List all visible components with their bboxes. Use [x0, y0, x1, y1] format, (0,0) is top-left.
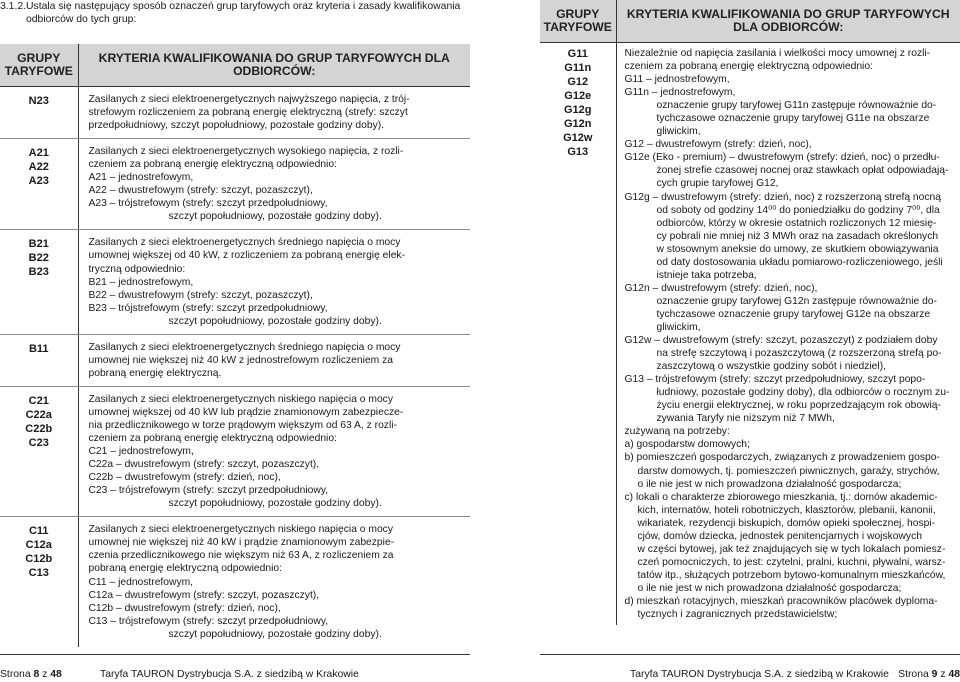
table-row: [540, 43, 960, 626]
criteria-line: istnieje taka potrzeba,: [625, 269, 960, 282]
criteria-line: A23 – trójstrefowym (strefy: szczyt przedpołudniowy,: [89, 197, 463, 210]
criteria-line: na strefę szczytową i pozaszczytową (z rozszerzoną strefą po-: [625, 347, 960, 360]
criteria-line: cjów, domów dziecka, jednostek penitencjarnych i wojskowych: [625, 530, 960, 543]
criteria-line: tryczną odpowiednio:: [89, 263, 463, 276]
table-header: [540, 0, 960, 43]
criteria-line: szczyt popołudniowy, pozostałe godziny doby).: [89, 628, 463, 641]
criteria-line: G11 – jednostrefowym,: [625, 73, 960, 86]
criteria-line: C12b – dwustrefowym (strefy: dzień, noc),: [89, 602, 463, 615]
tariff-group-code: G11n: [540, 61, 616, 75]
criteria-line: B23 – trójstrefowym (strefy: szczyt przedpołudniowy,: [89, 302, 463, 315]
criteria-line: szczyt popołudniowy, pozostałe godziny doby).: [89, 210, 463, 223]
criteria-line: umownej większej od 40 kW, z rozliczeniem za pobraną energię elek-: [89, 249, 463, 262]
criteria-line: G12 – dwustrefowym (strefy: dzień, noc),: [625, 138, 960, 151]
criteria-line: szczyt popołudniowy, pozostałe godziny doby).: [89, 315, 463, 328]
section-number: 3.1.2.: [0, 0, 26, 13]
criteria-line: tychczasowe oznaczenie grupy taryfowej G12e na obszarze: [625, 308, 960, 321]
criteria-line: C23 – trójstrefowym (strefy: szczyt przedpołudniowy,: [89, 484, 463, 497]
header-groups: GRUPY TARYFOWE: [540, 0, 616, 43]
criteria-line: życiu energii elektrycznej, w roku poprzedzającym rok obowią-: [625, 399, 960, 412]
tariff-group-code: G12: [540, 75, 616, 89]
criteria-line: Zasilanych z sieci elektroenergetycznych niskiego napięcia o mocy: [89, 393, 463, 406]
group-cell: [0, 386, 78, 516]
tariff-group-code: G13: [540, 145, 616, 159]
criteria-line: C22b – dwustrefowym (strefy: dzień, noc),: [89, 471, 463, 484]
tariff-table-right: [540, 0, 960, 625]
criteria-line: d) mieszkań rotacyjnych, mieszkań pracowników placówek dyploma-: [625, 595, 960, 608]
criteria-line: czeń pomocniczych, to jest: czytelni, pralni, kuchni, pływalni, warsz-: [625, 556, 960, 569]
page-number-left: Strona 8 z 48: [0, 668, 62, 682]
criteria-line: tychczasowe oznaczenie grupy taryfowej G11e na obszarze: [625, 112, 960, 125]
header-criteria: KRYTERIA KWALIFIKOWANIA DO GRUP TARYFOWYCH DLA ODBIORCÓW:: [78, 44, 470, 87]
group-cell: [0, 334, 78, 386]
criteria-line: zużywaną na potrzeby:: [625, 425, 960, 438]
criteria-line: C21 – jednostrefowym,: [89, 445, 463, 458]
group-cell: [0, 517, 78, 647]
criteria-cell: [78, 139, 470, 230]
criteria-line: czeniem za pobraną energię elektryczną odpowiednio:: [89, 158, 463, 171]
criteria-line: c) lokali o charakterze zbiorowego mieszkania, tj.: domów akademic-: [625, 491, 960, 504]
criteria-line: G13 – trójstrefowym (strefy: szczyt przedpołudniowy, szczyt popo-: [625, 373, 960, 386]
criteria-line: czeniem za pobraną energię elektryczną odpowiednio:: [625, 60, 960, 73]
tariff-table-left: [0, 44, 470, 647]
tariff-group-code: G12g: [540, 103, 616, 117]
tariff-group-code: C23: [0, 436, 78, 450]
right-page: [480, 0, 960, 680]
criteria-line: o ile nie jest w nich prowadzona działalność gospodarcza;: [625, 582, 960, 595]
table-row: [0, 230, 470, 334]
criteria-cell: [78, 517, 470, 647]
tariff-group-code: B11: [0, 342, 78, 356]
tariff-group-code: C13: [0, 566, 78, 580]
tariff-group-code: A21: [0, 146, 78, 160]
criteria-line: kich, internatów, hoteli robotniczych, klasztorów, plebanii, kanonii,: [625, 504, 960, 517]
criteria-line: B22 – dwustrefowym (strefy: szczyt, pozaszczyt),: [89, 289, 463, 302]
criteria-line: oznaczenie grupy taryfowej G12n zastępuje równoważnie do-: [625, 295, 960, 308]
group-cell: [540, 43, 616, 626]
footer-company-right: Taryfa TAURON Dystrybucja S.A. z siedzibą w Krakowie: [630, 668, 889, 682]
criteria-line: Zasilanych z sieci elektroenergetycznych średniego napięcia o mocy: [89, 236, 463, 249]
criteria-line: b) pomieszczeń gospodarczych, związanych z prowadzeniem gospo-: [625, 451, 960, 464]
criteria-cell: [616, 43, 960, 626]
criteria-line: pobraną energię elektryczną.: [89, 367, 463, 380]
tariff-group-code: B22: [0, 251, 78, 265]
criteria-line: gliwickim,: [625, 321, 960, 334]
footer-company-left: Taryfa TAURON Dystrybucja S.A. z siedzibą w Krakowie: [100, 668, 359, 682]
criteria-line: Zasilanych z sieci elektroenergetycznych niskiego napięcia o mocy: [89, 523, 463, 536]
criteria-line: od soboty od godziny 14⁰⁰ do poniedziałku do godziny 7⁰⁰, dla: [625, 204, 960, 217]
table-row: [0, 139, 470, 230]
header-groups: GRUPY TARYFOWE: [0, 44, 78, 87]
tariff-group-code: G12e: [540, 89, 616, 103]
footer-left: [0, 654, 470, 681]
page-number-right: Strona 9 z 48: [898, 668, 960, 682]
group-cell: [0, 139, 78, 230]
criteria-line: czenia przedlicznikowego nie większym niż 63 A, z rozliczeniem za: [89, 549, 463, 562]
criteria-line: a) gospodarstw domowych;: [625, 438, 960, 451]
criteria-line: C11 – jednostrefowym,: [89, 576, 463, 589]
criteria-line: czeniem za pobraną energię elektryczną odpowiednio:: [89, 432, 463, 445]
table-row: [0, 517, 470, 647]
tariff-group-code: G12w: [540, 131, 616, 145]
criteria-line: C12a – dwustrefowym (strefy: szczyt, pozaszczyt),: [89, 589, 463, 602]
criteria-line: nia przedlicznikowego w torze prądowym większym od 63 A, z rozli-: [89, 419, 463, 432]
tariff-group-code: C21: [0, 394, 78, 408]
table-row: [0, 87, 470, 139]
criteria-line: G12g – dwustrefowym (strefy: dzień, noc) z rozszerzoną strefą nocną: [625, 191, 960, 204]
tariff-group-code: A23: [0, 174, 78, 188]
tariff-group-code: B23: [0, 265, 78, 279]
tariff-group-code: C22b: [0, 422, 78, 436]
criteria-line: G12n – dwustrefowym (strefy: dzień, noc),: [625, 282, 960, 295]
criteria-line: Zasilanych z sieci elektroenergetycznych średniego napięcia o mocy: [89, 341, 463, 354]
footer-right: [540, 654, 960, 681]
group-cell: [0, 87, 78, 139]
criteria-line: szczyt popołudniowy, pozostałe godziny doby).: [89, 497, 463, 510]
criteria-line: umownej nie większej niż 40 kW i prądzie znamionowym zabezpie-: [89, 536, 463, 549]
criteria-cell: [78, 386, 470, 516]
tariff-group-code: G11: [540, 47, 616, 61]
table-row: [0, 386, 470, 516]
table-row: [0, 334, 470, 386]
criteria-line: tatów itp., służących potrzebom bytowo-komunalnym mieszkańców,: [625, 569, 960, 582]
section-title: Ustala się następujący sposób oznaczeń grup taryfowych oraz kryteria i zasady kwalifikowania odbiorców do tych grup:: [26, 0, 466, 26]
criteria-line: Zasilanych z sieci elektroenergetycznych najwyższego napięcia, z trój-: [89, 93, 463, 106]
criteria-line: o ile nie jest w nich prowadzona działalność gospodarcza;: [625, 478, 960, 491]
tariff-group-code: G12n: [540, 117, 616, 131]
criteria-line: tycznych i zagranicznych przedstawicielstw;: [625, 608, 960, 621]
criteria-line: zaszczytową o wszystkie godziny sobót i niedziel),: [625, 360, 960, 373]
criteria-line: cy pobrali nie mniej niż 3 MWh oraz na zasadach określonych: [625, 230, 960, 243]
criteria-line: w stosownym aneksie do umowy, ze skutkiem obowiązywania: [625, 243, 960, 256]
criteria-cell: [78, 230, 470, 334]
criteria-line: łudniowy, pozostałe godziny doby), dla odbiorców o rocznym zu-: [625, 386, 960, 399]
criteria-line: C13 – trójstrefowym (strefy: szczyt przedpołudniowy,: [89, 615, 463, 628]
criteria-line: przedpołudniowy, szczyt popołudniowy, pozostałe godziny doby).: [89, 119, 463, 132]
criteria-line: cych grupie taryfowej G12,: [625, 177, 960, 190]
criteria-line: Zasilanych z sieci elektroenergetycznych wysokiego napięcia, z rozli-: [89, 145, 463, 158]
criteria-line: żonej strefie czasowej nocnej oraz stawkach opłat odpowiadają-: [625, 164, 960, 177]
criteria-line: w części bytowej, jak też znajdujących się w tych lokalach pomiesz-: [625, 543, 960, 556]
criteria-line: pobraną energię elektryczną odpowiednio:: [89, 562, 463, 575]
tariff-group-code: A22: [0, 160, 78, 174]
criteria-line: oznaczenie grupy taryfowej G11n zastępuje równoważnie do-: [625, 99, 960, 112]
criteria-line: G12w – dwustrefowym (strefy: szczyt, pozaszczyt) z podziałem doby: [625, 334, 960, 347]
criteria-line: umownej większej od 40 kW lub prądzie znamionowym zabezpiecze-: [89, 406, 463, 419]
criteria-line: wikariatek, rezydencji biskupich, domów opieki społecznej, hospi-: [625, 517, 960, 530]
criteria-line: G12e (Eko - premium) – dwustrefowym (strefy: dzień, noc) o przedłu-: [625, 151, 960, 164]
criteria-line: G11n – jednostrefowym,: [625, 86, 960, 99]
left-page: [0, 0, 480, 680]
tariff-group-code: C12b: [0, 552, 78, 566]
header-criteria: KRYTERIA KWALIFIKOWANIA DO GRUP TARYFOWYCH DLA ODBIORCÓW:: [616, 0, 960, 43]
tariff-group-code: B21: [0, 237, 78, 251]
tariff-group-code: C22a: [0, 408, 78, 422]
criteria-line: A21 – jednostrefowym,: [89, 171, 463, 184]
criteria-line: umownej nie większej niż 40 kW z jednostrefowym rozliczeniem za: [89, 354, 463, 367]
criteria-line: B21 – jednostrefowym,: [89, 276, 463, 289]
criteria-cell: [78, 87, 470, 139]
tariff-group-code: C12a: [0, 538, 78, 552]
group-cell: [0, 230, 78, 334]
tariff-group-code: C11: [0, 524, 78, 538]
table-header: [0, 44, 470, 87]
criteria-line: darstw domowych, tj. pomieszczeń piwnicznych, garaży, strychów,: [625, 465, 960, 478]
criteria-line: zywania Taryfy nie niższym niż 7 MWh,: [625, 412, 960, 425]
criteria-line: odbiorców, którzy w okresie ostatnich rozliczonych 12 miesię-: [625, 217, 960, 230]
criteria-line: gliwickim,: [625, 125, 960, 138]
tariff-group-code: N23: [0, 94, 78, 108]
criteria-line: C22a – dwustrefowym (strefy: szczyt, pozaszczyt),: [89, 458, 463, 471]
criteria-line: Niezależnie od napięcia zasilania i wielkości mocy umownej z rozli-: [625, 47, 960, 60]
criteria-cell: [78, 334, 470, 386]
criteria-line: od daty dostosowania układu pomiarowo-rozliczeniowego, jeśli: [625, 256, 960, 269]
criteria-line: strefowym rozliczeniem za pobraną energię elektryczną (strefy: szczyt: [89, 106, 463, 119]
criteria-line: A22 – dwustrefowym (strefy: szczyt, pozaszczyt),: [89, 184, 463, 197]
